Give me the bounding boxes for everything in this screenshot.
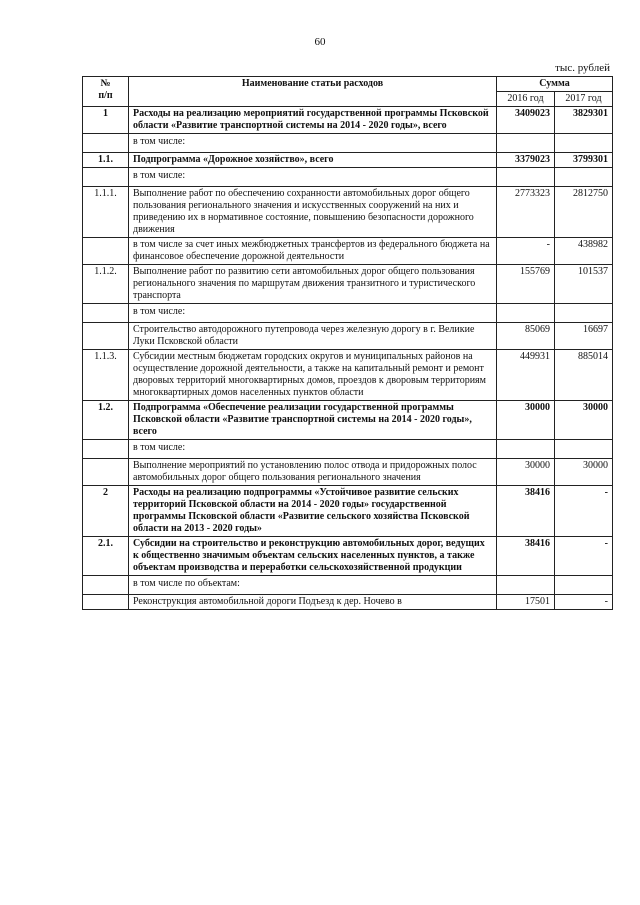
row-item-name: Расходы на реализацию мероприятий государственной программы Псковской области «Развитие транспортной системы на 2014 - 2020 годы», всего <box>129 107 497 134</box>
table-row <box>83 350 613 401</box>
row-value-2017: 3799301 <box>555 153 613 168</box>
row-item-name: Подпрограмма «Дорожное хозяйство», всего <box>129 153 497 168</box>
row-value-2016: 30000 <box>497 459 555 486</box>
row-value-2016: 2773323 <box>497 187 555 238</box>
row-item-name: Субсидии на строительство и реконструкцию автомобильных дорог, ведущих к общественно значимым объектам сельских населенных пунктов, а также объектам производства и переработки сельскохозяйственной продукции <box>129 537 497 576</box>
row-value-2016: 38416 <box>497 537 555 576</box>
row-item-name: Субсидии местным бюджетам городских округов и муниципальных районов на осуществление дорожной деятельности, а также на капитальный ремонт и ремонт дворовых территорий многоквартирных домов, проездов к дворовым территориям многоквартирных домов населенных пунктов области <box>129 350 497 401</box>
table-row <box>83 459 613 486</box>
row-number <box>83 238 129 265</box>
table-row <box>83 168 613 187</box>
table-row <box>83 323 613 350</box>
row-value-2017: 2812750 <box>555 187 613 238</box>
row-item-name: Расходы на реализацию подпрограммы «Устойчивое развитие сельских территорий Псковской области на 2014 - 2020 годы» государственной программы Псковской области «Развитие сельского хозяйства Псковской области на 2013 - 2020 годы» <box>129 486 497 537</box>
row-value-2017 <box>555 134 613 153</box>
table-row <box>83 134 613 153</box>
row-value-2017: 3829301 <box>555 107 613 134</box>
table-row <box>83 187 613 238</box>
row-value-2016: 3409023 <box>497 107 555 134</box>
table-body <box>83 107 613 610</box>
row-item-name: в том числе за счет иных межбюджетных трансфертов из федерального бюджета на финансовое обеспечение дорожной деятельности <box>129 238 497 265</box>
row-number <box>83 459 129 486</box>
header-year-2016: 2016 год <box>497 92 555 107</box>
row-number <box>83 595 129 610</box>
row-value-2017 <box>555 168 613 187</box>
row-number <box>83 323 129 350</box>
row-item-name: в том числе по объектам: <box>129 576 497 595</box>
row-value-2017: 885014 <box>555 350 613 401</box>
row-number: 1.2. <box>83 401 129 440</box>
row-item-name: Реконструкция автомобильной дороги Подъезд к дер. Ночево в <box>129 595 497 610</box>
row-value-2017: 101537 <box>555 265 613 304</box>
table-row <box>83 238 613 265</box>
table-row <box>83 265 613 304</box>
row-item-name: Строительство автодорожного путепровода через железную дорогу в г. Великие Луки Псковской области <box>129 323 497 350</box>
row-item-name: Выполнение мероприятий по установлению полос отвода и придорожных полос автомобильных дорог общего пользования регионального значения <box>129 459 497 486</box>
row-number: 1.1.1. <box>83 187 129 238</box>
row-value-2016: 30000 <box>497 401 555 440</box>
row-value-2017: 16697 <box>555 323 613 350</box>
table-row <box>83 595 613 610</box>
row-number <box>83 304 129 323</box>
row-number: 1.1.2. <box>83 265 129 304</box>
table-row <box>83 304 613 323</box>
row-number <box>83 168 129 187</box>
header-item-name: Наименование статьи расходов <box>129 77 497 107</box>
header-year-2017: 2017 год <box>555 92 613 107</box>
row-number: 1.1. <box>83 153 129 168</box>
row-number: 1.1.3. <box>83 350 129 401</box>
row-item-name: в том числе: <box>129 304 497 323</box>
row-value-2017 <box>555 440 613 459</box>
row-value-2016: - <box>497 238 555 265</box>
row-value-2016 <box>497 134 555 153</box>
row-number: 2 <box>83 486 129 537</box>
row-value-2017: - <box>555 537 613 576</box>
row-value-2017: - <box>555 595 613 610</box>
row-item-name: Выполнение работ по развитию сети автомобильных дорог общего пользования регионального значения по маршрутам движения транзитного и туристического транспорта <box>129 265 497 304</box>
row-value-2016: 3379023 <box>497 153 555 168</box>
row-value-2016 <box>497 440 555 459</box>
row-value-2016: 17501 <box>497 595 555 610</box>
row-item-name: в том числе: <box>129 134 497 153</box>
row-item-name: в том числе: <box>129 168 497 187</box>
row-value-2016: 449931 <box>497 350 555 401</box>
row-number <box>83 134 129 153</box>
table-row <box>83 537 613 576</box>
row-value-2017: 438982 <box>555 238 613 265</box>
table-row <box>83 153 613 168</box>
table-row <box>83 440 613 459</box>
header-number-text: № п/п <box>98 78 113 101</box>
row-value-2016 <box>497 576 555 595</box>
header-sum: Сумма <box>497 77 613 92</box>
row-value-2017: 30000 <box>555 401 613 440</box>
expenses-table <box>82 76 613 610</box>
row-value-2016 <box>497 168 555 187</box>
row-item-name: в том числе: <box>129 440 497 459</box>
row-number <box>83 440 129 459</box>
table-header-row <box>83 77 613 92</box>
table-row <box>83 401 613 440</box>
row-number: 1 <box>83 107 129 134</box>
table-row <box>83 576 613 595</box>
row-number <box>83 576 129 595</box>
header-number <box>83 77 129 107</box>
row-number: 2.1. <box>83 537 129 576</box>
table-row <box>83 107 613 134</box>
row-value-2017 <box>555 304 613 323</box>
row-value-2017: - <box>555 486 613 537</box>
row-value-2016: 85069 <box>497 323 555 350</box>
table-row <box>83 486 613 537</box>
units-label: тыс. рублей <box>555 62 610 74</box>
row-item-name: Подпрограмма «Обеспечение реализации государственной программы Псковской области «Развитие транспортной системы на 2014 - 2020 годы», всего <box>129 401 497 440</box>
row-value-2017 <box>555 576 613 595</box>
page-number: 60 <box>314 36 326 48</box>
row-item-name: Выполнение работ по обеспечению сохранности автомобильных дорог общего пользования регионального значения и искусственных сооружений на них и приведению их в нормативное состояние, повышению безопасности дорожного движения <box>129 187 497 238</box>
row-value-2016: 38416 <box>497 486 555 537</box>
row-value-2017: 30000 <box>555 459 613 486</box>
row-value-2016: 155769 <box>497 265 555 304</box>
row-value-2016 <box>497 304 555 323</box>
